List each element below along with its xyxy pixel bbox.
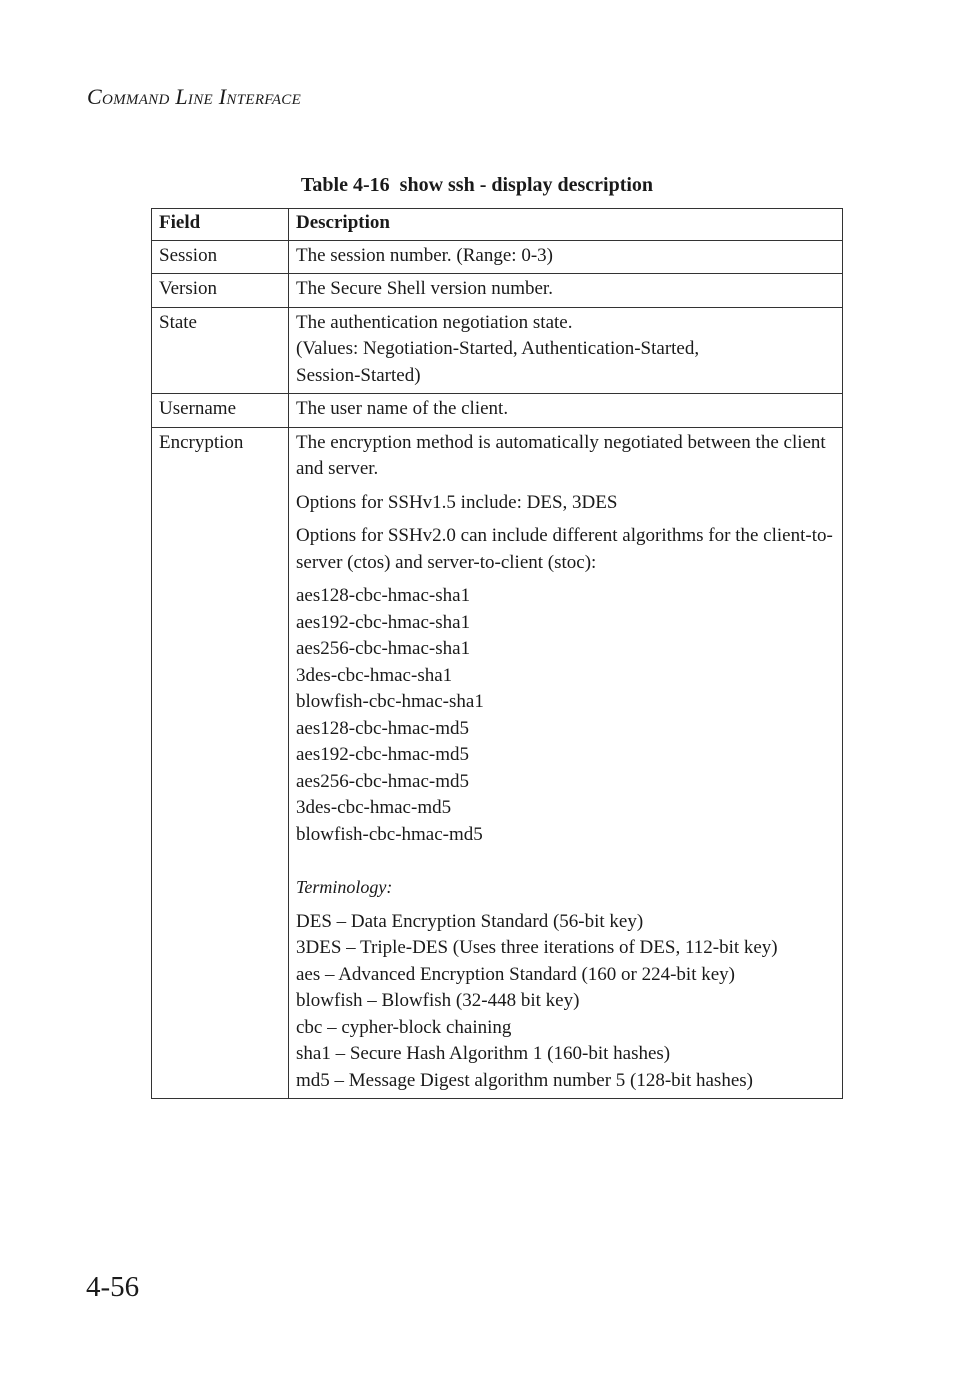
algorithm-item: aes128-cbc-hmac-md5 [296, 717, 470, 739]
table-header-row [152, 209, 843, 241]
description-cell: The session number. (Range: 0-3) [289, 240, 843, 274]
terminology-item: blowfish – Blowfish (32-448 bit key) [296, 990, 580, 1011]
column-header-description: Description [289, 209, 843, 241]
page-number: 4-56 [86, 1271, 140, 1303]
sshv1-options: Options for SSHv1.5 include: DES, 3DES [296, 491, 618, 513]
terminology-item: DES – Data Encryption Standard (56-bit key) [296, 910, 644, 932]
terminology-item: 3DES – Triple-DES (Uses three iterations of DES, 112-bit key) [296, 937, 778, 958]
sshv2-options: Options for SSHv2.0 can include different algorithms for the client-to-server (ctos) and server-to-client (stoc): [296, 525, 833, 573]
table-caption-title: show ssh - display description [399, 174, 654, 196]
terminology-item: aes – Advanced Encryption Standard (160 or 224-bit key) [296, 963, 735, 985]
algorithm-item: aes256-cbc-hmac-md5 [296, 770, 470, 792]
algorithm-item: blowfish-cbc-hmac-sha1 [296, 691, 484, 712]
table-row [152, 427, 843, 1099]
algorithm-item: blowfish-cbc-hmac-md5 [296, 823, 483, 845]
table-caption [0, 174, 954, 197]
encryption-intro: The encryption method is automatically negotiated between the client and server. [296, 431, 826, 479]
algorithm-item: aes192-cbc-hmac-sha1 [296, 611, 471, 633]
field-cell: Version [152, 274, 289, 308]
terminology-label: Terminology: [296, 877, 393, 897]
description-line: The authentication negotiation state. [296, 311, 573, 333]
description-cell [289, 307, 843, 394]
algorithm-item: aes192-cbc-hmac-md5 [296, 744, 470, 765]
terminology-item: sha1 – Secure Hash Algorithm 1 (160-bit hashes) [296, 1043, 671, 1064]
field-cell: Username [152, 394, 289, 428]
algorithm-item: aes256-cbc-hmac-sha1 [296, 638, 471, 659]
table-row [152, 240, 843, 274]
algorithm-item: 3des-cbc-hmac-md5 [296, 797, 452, 818]
running-header: Command Line Interface [87, 84, 302, 109]
column-header-field: Field [152, 209, 289, 241]
description-line: (Values: Negotiation-Started, Authentication-Started, [296, 338, 700, 359]
terminology-list [296, 909, 835, 1095]
description-table [151, 208, 843, 1099]
description-cell: The Secure Shell version number. [289, 274, 843, 308]
description-cell: The user name of the client. [289, 394, 843, 428]
description-cell [289, 427, 843, 1099]
terminology-item: cbc – cypher-block chaining [296, 1016, 512, 1038]
table-row [152, 274, 843, 308]
description-line: Session-Started) [296, 364, 421, 386]
algorithm-list [296, 583, 835, 848]
table-row [152, 307, 843, 394]
table-caption-label: Table 4-16 [300, 174, 390, 196]
field-cell: Session [152, 240, 289, 274]
algorithm-item: aes128-cbc-hmac-sha1 [296, 585, 471, 606]
table-row [152, 394, 843, 428]
algorithm-item: 3des-cbc-hmac-sha1 [296, 664, 453, 686]
field-cell: State [152, 307, 289, 394]
field-cell: Encryption [152, 427, 289, 1099]
terminology-item: md5 – Message Digest algorithm number 5 (128-bit hashes) [296, 1069, 753, 1091]
